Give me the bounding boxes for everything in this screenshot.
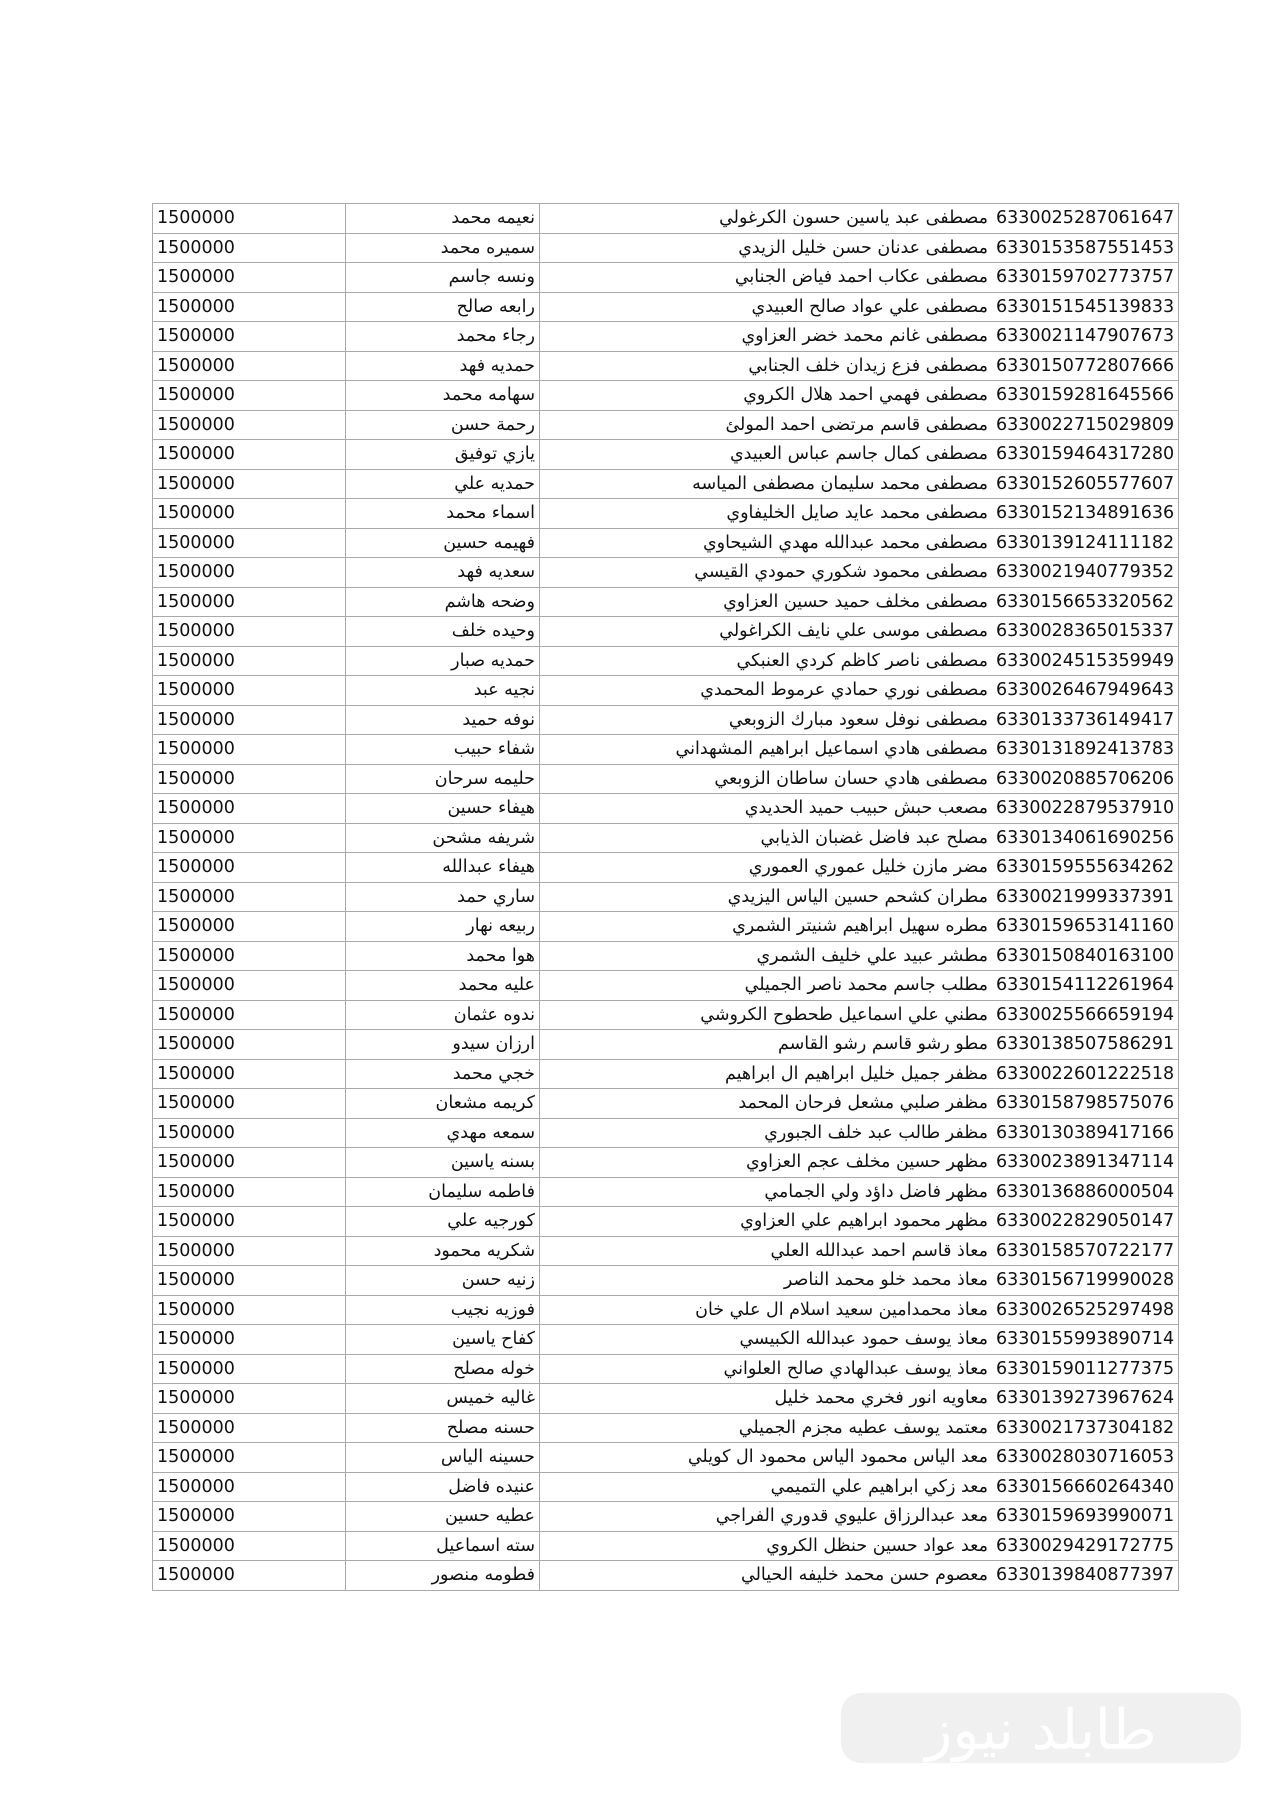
full-name-cell: مصطفى محمد عبدالله مهدي الشيحاوي (540, 528, 993, 558)
table-row (153, 823, 1179, 853)
watermark-logo (831, 1653, 1251, 1783)
full-name-cell: معصوم حسن محمد خليفه الحيالي (540, 1561, 993, 1591)
mother-name-cell: سميره محمد (346, 233, 540, 263)
table-row (153, 292, 1179, 322)
card-number-cell: 6330022715029809 (992, 410, 1179, 440)
full-name-cell: مصطفى محمد سليمان مصطفى المياسه (540, 469, 993, 499)
table-row (153, 263, 1179, 293)
full-name-cell: مصطفى عدنان حسن خليل الزيدي (540, 233, 993, 263)
full-name-cell: مصطفى هادي اسماعيل ابراهيم المشهداني (540, 735, 993, 765)
card-number-cell: 6330159702773757 (992, 263, 1179, 293)
card-number-cell: 6330159464317280 (992, 440, 1179, 470)
full-name-cell: مصعب حبش حبيب حميد الحديدي (540, 794, 993, 824)
card-number-cell: 6330159555634262 (992, 853, 1179, 883)
mother-name-cell: ساري حمد (346, 882, 540, 912)
amount-cell: 1500000 (153, 469, 346, 499)
full-name-cell: معد زكي ابراهيم علي التميمي (540, 1472, 993, 1502)
amount-cell: 1500000 (153, 705, 346, 735)
table-row (153, 1030, 1179, 1060)
full-name-cell: مصطفى فزع زيدان خلف الجنابي (540, 351, 993, 381)
mother-name-cell: خوله مصلح (346, 1354, 540, 1384)
table-row (153, 853, 1179, 883)
full-name-cell: معاذ يوسف عبدالهادي صالح العلواني (540, 1354, 993, 1384)
card-number-cell: 6330150840163100 (992, 941, 1179, 971)
card-number-cell: 6330155993890714 (992, 1325, 1179, 1355)
card-number-cell: 6330150772807666 (992, 351, 1179, 381)
table-row (153, 1325, 1179, 1355)
mother-name-cell: عطيه حسين (346, 1502, 540, 1532)
mother-name-cell: فهيمه حسين (346, 528, 540, 558)
card-number-cell: 6330138507586291 (992, 1030, 1179, 1060)
mother-name-cell: سمعه مهدي (346, 1118, 540, 1148)
table-row (153, 1266, 1179, 1296)
mother-name-cell: خجي محمد (346, 1059, 540, 1089)
mother-name-cell: شكريه محمود (346, 1236, 540, 1266)
mother-name-cell: نعيمه محمد (346, 204, 540, 234)
amount-cell: 1500000 (153, 764, 346, 794)
mother-name-cell: هيفاء حسين (346, 794, 540, 824)
card-number-cell: 6330021940779352 (992, 558, 1179, 588)
mother-name-cell: حمديه فهد (346, 351, 540, 381)
table-row (153, 351, 1179, 381)
amount-cell: 1500000 (153, 233, 346, 263)
full-name-cell: مطلب جاسم محمد ناصر الجميلي (540, 971, 993, 1001)
full-name-cell: معد عواد حسين حنظل الكروي (540, 1531, 993, 1561)
amount-cell: 1500000 (153, 1413, 346, 1443)
mother-name-cell: شريفه مشحن (346, 823, 540, 853)
table-row (153, 617, 1179, 647)
amount-cell: 1500000 (153, 1354, 346, 1384)
amount-cell: 1500000 (153, 1207, 346, 1237)
full-name-cell: معد عبدالرزاق عليوي قدوري الفراجي (540, 1502, 993, 1532)
card-number-cell: 6330020885706206 (992, 764, 1179, 794)
amount-cell: 1500000 (153, 912, 346, 942)
card-number-cell: 6330139124111182 (992, 528, 1179, 558)
amount-cell: 1500000 (153, 322, 346, 352)
card-number-cell: 6330029429172775 (992, 1531, 1179, 1561)
card-number-cell: 6330153587551453 (992, 233, 1179, 263)
card-number-cell: 6330139840877397 (992, 1561, 1179, 1591)
card-number-cell: 6330156719990028 (992, 1266, 1179, 1296)
amount-cell: 1500000 (153, 558, 346, 588)
table-row (153, 204, 1179, 234)
full-name-cell: مظفر صلبي مشعل فرحان المحمد (540, 1089, 993, 1119)
full-name-cell: معاويه انور فخري محمد خليل (540, 1384, 993, 1414)
mother-name-cell: اسماء محمد (346, 499, 540, 529)
amount-cell: 1500000 (153, 646, 346, 676)
table-row (153, 499, 1179, 529)
amount-cell: 1500000 (153, 1000, 346, 1030)
mother-name-cell: حمديه علي (346, 469, 540, 499)
table-row (153, 1236, 1179, 1266)
full-name-cell: مطو رشو قاسم رشو القاسم (540, 1030, 993, 1060)
mother-name-cell: شفاء حبيب (346, 735, 540, 765)
card-number-cell: 6330026467949643 (992, 676, 1179, 706)
card-number-cell: 6330134061690256 (992, 823, 1179, 853)
mother-name-cell: فوزيه نجيب (346, 1295, 540, 1325)
table-row (153, 1443, 1179, 1473)
card-number-cell: 6330158570722177 (992, 1236, 1179, 1266)
card-number-cell: 6330028365015337 (992, 617, 1179, 647)
table-row (153, 971, 1179, 1001)
mother-name-cell: ربيعه نهار (346, 912, 540, 942)
amount-cell: 1500000 (153, 1325, 346, 1355)
full-name-cell: مصطفى علي عواد صالح العبيدي (540, 292, 993, 322)
card-number-cell: 6330023891347114 (992, 1148, 1179, 1178)
card-number-cell: 6330022879537910 (992, 794, 1179, 824)
full-name-cell: مصطفى كمال جاسم عباس العبيدي (540, 440, 993, 470)
table-row (153, 764, 1179, 794)
full-name-cell: مصطفى محمود شكوري حمودي القيسي (540, 558, 993, 588)
table-row (153, 705, 1179, 735)
mother-name-cell: كورجيه علي (346, 1207, 540, 1237)
full-name-cell: مصطفى غانم محمد خضر العزاوي (540, 322, 993, 352)
amount-cell: 1500000 (153, 1236, 346, 1266)
full-name-cell: مصطفى محمد عايد صايل الخليفاوي (540, 499, 993, 529)
full-name-cell: مضر مازن خليل عموري العموري (540, 853, 993, 883)
card-number-cell: 6330154112261964 (992, 971, 1179, 1001)
amount-cell: 1500000 (153, 1531, 346, 1561)
mother-name-cell: حليمه سرحان (346, 764, 540, 794)
card-number-cell: 6330024515359949 (992, 646, 1179, 676)
mother-name-cell: رابعه صالح (346, 292, 540, 322)
mother-name-cell: فاطمه سليمان (346, 1177, 540, 1207)
table-row (153, 587, 1179, 617)
full-name-cell: مظهر محمود ابراهيم علي العزاوي (540, 1207, 993, 1237)
table-row (153, 882, 1179, 912)
table-row (153, 410, 1179, 440)
full-name-cell: مظفر جميل خليل ابراهيم ال ابراهيم (540, 1059, 993, 1089)
card-number-cell: 6330026525297498 (992, 1295, 1179, 1325)
table-row (153, 794, 1179, 824)
mother-name-cell: زنيه حسن (346, 1266, 540, 1296)
amount-cell: 1500000 (153, 1059, 346, 1089)
full-name-cell: مصطفى قاسم مرتضى احمد المولئ (540, 410, 993, 440)
full-name-cell: مصطفى عبد ياسين حسون الكرغولي (540, 204, 993, 234)
table-row (153, 1000, 1179, 1030)
full-name-cell: مصطفى مخلف حميد حسين العزاوي (540, 587, 993, 617)
card-number-cell: 6330021737304182 (992, 1413, 1179, 1443)
card-number-cell: 6330139273967624 (992, 1384, 1179, 1414)
full-name-cell: مطره سهيل ابراهيم شنيتر الشمري (540, 912, 993, 942)
amount-cell: 1500000 (153, 587, 346, 617)
card-number-cell: 6330159011277375 (992, 1354, 1179, 1384)
table-row (153, 1089, 1179, 1119)
amount-cell: 1500000 (153, 823, 346, 853)
card-number-cell: 6330159281645566 (992, 381, 1179, 411)
mother-name-cell: حمديه صبار (346, 646, 540, 676)
mother-name-cell: عنيده فاضل (346, 1472, 540, 1502)
amount-cell: 1500000 (153, 1177, 346, 1207)
amount-cell: 1500000 (153, 440, 346, 470)
amount-cell: 1500000 (153, 971, 346, 1001)
table-row (153, 676, 1179, 706)
table-row (153, 1148, 1179, 1178)
amount-cell: 1500000 (153, 528, 346, 558)
beneficiary-table (152, 203, 1179, 1591)
amount-cell: 1500000 (153, 499, 346, 529)
amount-cell: 1500000 (153, 794, 346, 824)
amount-cell: 1500000 (153, 351, 346, 381)
mother-name-cell: رحمة حسن (346, 410, 540, 440)
full-name-cell: مصطفى نوري حمادي عرموط المحمدي (540, 676, 993, 706)
full-name-cell: معتمد يوسف عطيه مجزم الجميلي (540, 1413, 993, 1443)
full-name-cell: معاذ محمد خلو محمد الناصر (540, 1266, 993, 1296)
table-row (153, 1561, 1179, 1591)
mother-name-cell: هوا محمد (346, 941, 540, 971)
mother-name-cell: هيفاء عبدالله (346, 853, 540, 883)
mother-name-cell: سته اسماعيل (346, 1531, 540, 1561)
mother-name-cell: يازي توفيق (346, 440, 540, 470)
full-name-cell: مصطفى نوفل سعود مبارك الزوبعي (540, 705, 993, 735)
amount-cell: 1500000 (153, 292, 346, 322)
amount-cell: 1500000 (153, 1148, 346, 1178)
amount-cell: 1500000 (153, 1384, 346, 1414)
card-number-cell: 6330158798575076 (992, 1089, 1179, 1119)
full-name-cell: مصطفى فهمي احمد هلال الكروي (540, 381, 993, 411)
mother-name-cell: سعديه فهد (346, 558, 540, 588)
amount-cell: 1500000 (153, 1502, 346, 1532)
card-number-cell: 6330130389417166 (992, 1118, 1179, 1148)
card-number-cell: 6330159653141160 (992, 912, 1179, 942)
table-row (153, 1177, 1179, 1207)
amount-cell: 1500000 (153, 1443, 346, 1473)
full-name-cell: مصطفى موسى علي نايف الكراغولي (540, 617, 993, 647)
mother-name-cell: سهامه محمد (346, 381, 540, 411)
amount-cell: 1500000 (153, 1030, 346, 1060)
amount-cell: 1500000 (153, 882, 346, 912)
table-row (153, 440, 1179, 470)
table-row (153, 1413, 1179, 1443)
mother-name-cell: بسنه ياسين (346, 1148, 540, 1178)
table-row (153, 1354, 1179, 1384)
full-name-cell: مطني علي اسماعيل طحطوح الكروشي (540, 1000, 993, 1030)
amount-cell: 1500000 (153, 410, 346, 440)
table-row (153, 1207, 1179, 1237)
amount-cell: 1500000 (153, 1472, 346, 1502)
full-name-cell: مصطفى ناصر كاظم كردي العنبكي (540, 646, 993, 676)
table-row (153, 233, 1179, 263)
mother-name-cell: فطومه منصور (346, 1561, 540, 1591)
full-name-cell: مصلح عبد فاضل غضبان الذيابي (540, 823, 993, 853)
amount-cell: 1500000 (153, 1295, 346, 1325)
amount-cell: 1500000 (153, 1266, 346, 1296)
card-number-cell: 6330133736149417 (992, 705, 1179, 735)
amount-cell: 1500000 (153, 941, 346, 971)
amount-cell: 1500000 (153, 1089, 346, 1119)
mother-name-cell: حسنه مصلح (346, 1413, 540, 1443)
amount-cell: 1500000 (153, 1561, 346, 1591)
full-name-cell: مصطفى هادي حسان ساطان الزوبعي (540, 764, 993, 794)
full-name-cell: مطران كشحم حسين الياس اليزيدي (540, 882, 993, 912)
amount-cell: 1500000 (153, 263, 346, 293)
full-name-cell: معاذ قاسم احمد عبدالله العلي (540, 1236, 993, 1266)
table-row (153, 1295, 1179, 1325)
mother-name-cell: حسينه الياس (346, 1443, 540, 1473)
svg-text:طابلد نيوز: طابلد نيوز (925, 1698, 1157, 1763)
table-row (153, 1059, 1179, 1089)
mother-name-cell: كفاح ياسين (346, 1325, 540, 1355)
table-row (153, 469, 1179, 499)
table-row (153, 646, 1179, 676)
table-body (153, 204, 1179, 1591)
mother-name-cell: وضحه هاشم (346, 587, 540, 617)
full-name-cell: معاذ محمدامين سعيد اسلام ال علي خان (540, 1295, 993, 1325)
table-row (153, 322, 1179, 352)
card-number-cell: 6330136886000504 (992, 1177, 1179, 1207)
full-name-cell: مظهر حسين مخلف عجم العزاوي (540, 1148, 993, 1178)
card-number-cell: 6330156660264340 (992, 1472, 1179, 1502)
mother-name-cell: عليه محمد (346, 971, 540, 1001)
amount-cell: 1500000 (153, 735, 346, 765)
mother-name-cell: ندوه عثمان (346, 1000, 540, 1030)
table-row (153, 735, 1179, 765)
table-row (153, 1472, 1179, 1502)
card-number-cell: 6330021999337391 (992, 882, 1179, 912)
card-number-cell: 6330025566659194 (992, 1000, 1179, 1030)
mother-name-cell: نجيه عبد (346, 676, 540, 706)
table-row (153, 558, 1179, 588)
card-number-cell: 6330028030716053 (992, 1443, 1179, 1473)
table-row (153, 528, 1179, 558)
amount-cell: 1500000 (153, 617, 346, 647)
card-number-cell: 6330151545139833 (992, 292, 1179, 322)
amount-cell: 1500000 (153, 204, 346, 234)
card-number-cell: 6330152134891636 (992, 499, 1179, 529)
amount-cell: 1500000 (153, 676, 346, 706)
mother-name-cell: وحيده خلف (346, 617, 540, 647)
full-name-cell: مصطفى عكاب احمد فياض الجنابي (540, 263, 993, 293)
card-number-cell: 6330022829050147 (992, 1207, 1179, 1237)
card-number-cell: 6330025287061647 (992, 204, 1179, 234)
table-row (153, 1384, 1179, 1414)
mother-name-cell: كريمه مشعان (346, 1089, 540, 1119)
table-row (153, 941, 1179, 971)
full-name-cell: مطشر عبيد علي خليف الشمري (540, 941, 993, 971)
full-name-cell: معد الياس محمود الياس محمود ال كويلي (540, 1443, 993, 1473)
table-row (153, 1531, 1179, 1561)
card-number-cell: 6330152605577607 (992, 469, 1179, 499)
amount-cell: 1500000 (153, 1118, 346, 1148)
full-name-cell: معاذ يوسف حمود عبدالله الكبيسي (540, 1325, 993, 1355)
card-number-cell: 6330021147907673 (992, 322, 1179, 352)
card-number-cell: 6330131892413783 (992, 735, 1179, 765)
mother-name-cell: غاليه خميس (346, 1384, 540, 1414)
mother-name-cell: نوفه حميد (346, 705, 540, 735)
mother-name-cell: ونسه جاسم (346, 263, 540, 293)
amount-cell: 1500000 (153, 853, 346, 883)
table-row (153, 1118, 1179, 1148)
table-row (153, 1502, 1179, 1532)
table-row (153, 912, 1179, 942)
table-row (153, 381, 1179, 411)
full-name-cell: مظهر فاضل داؤد ولي الجمامي (540, 1177, 993, 1207)
card-number-cell: 6330156653320562 (992, 587, 1179, 617)
amount-cell: 1500000 (153, 381, 346, 411)
card-number-cell: 6330159693990071 (992, 1502, 1179, 1532)
mother-name-cell: رجاء محمد (346, 322, 540, 352)
card-number-cell: 6330022601222518 (992, 1059, 1179, 1089)
mother-name-cell: ارزان سيدو (346, 1030, 540, 1060)
full-name-cell: مظفر طالب عبد خلف الجبوري (540, 1118, 993, 1148)
